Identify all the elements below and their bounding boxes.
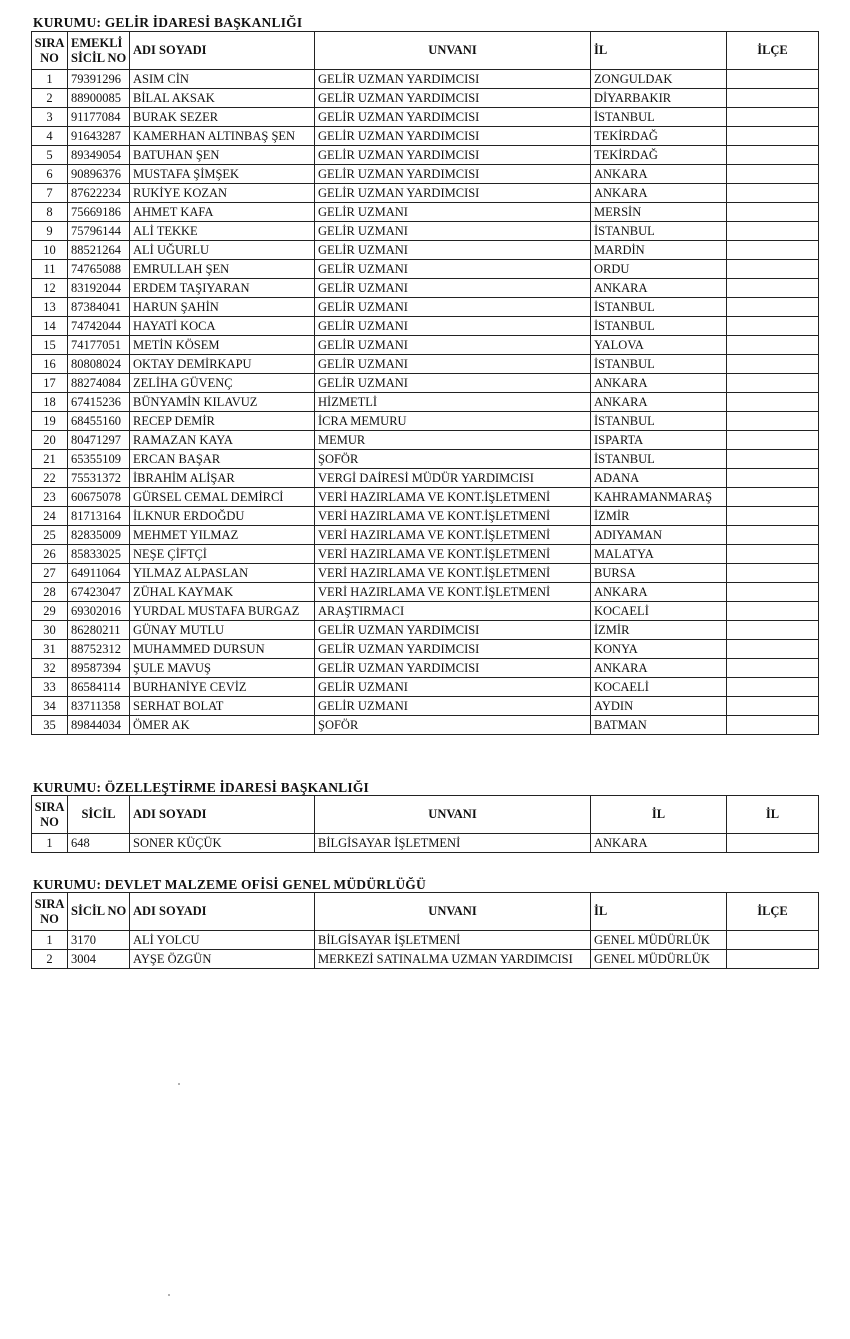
cell-province: İSTANBUL xyxy=(591,317,727,336)
cell-district xyxy=(727,222,819,241)
cell-province: YALOVA xyxy=(591,336,727,355)
header-unvani: UNVANI xyxy=(315,32,591,70)
cell-sicil-no: 88900085 xyxy=(68,89,130,108)
section-title-devlet-malzeme-ofisi: KURUMU: DEVLET MALZEME OFİSİ GENEL MÜDÜRLÜĞÜ xyxy=(33,877,426,892)
table-row xyxy=(32,469,819,488)
cell-province: ISPARTA xyxy=(591,431,727,450)
cell-row-number: 8 xyxy=(32,203,68,222)
header-sira-no: SIRA NO xyxy=(32,32,68,70)
cell-row-number: 19 xyxy=(32,412,68,431)
cell-title: GELİR UZMAN YARDIMCISI xyxy=(315,108,591,127)
cell-sicil-no: 64911064 xyxy=(68,564,130,583)
table-row xyxy=(32,298,819,317)
header-il-2: İL xyxy=(727,796,819,834)
table-row xyxy=(32,70,819,89)
cell-province: İSTANBUL xyxy=(591,298,727,317)
cell-province: ANKARA xyxy=(591,393,727,412)
cell-row-number: 21 xyxy=(32,450,68,469)
cell-title: GELİR UZMANI xyxy=(315,336,591,355)
cell-title: VERİ HAZIRLAMA VE KONT.İŞLETMENİ xyxy=(315,488,591,507)
cell-title: GELİR UZMAN YARDIMCISI xyxy=(315,165,591,184)
cell-full-name: MUHAMMED DURSUN xyxy=(130,640,315,659)
cell-title: GELİR UZMANI xyxy=(315,203,591,222)
cell-district xyxy=(727,317,819,336)
cell-province: ORDU xyxy=(591,260,727,279)
cell-full-name: ŞULE MAVUŞ xyxy=(130,659,315,678)
cell-district xyxy=(727,260,819,279)
cell-province: ANKARA xyxy=(591,659,727,678)
cell-title: ŞOFÖR xyxy=(315,450,591,469)
cell-title: GELİR UZMANI xyxy=(315,678,591,697)
cell-province: İZMİR xyxy=(591,621,727,640)
cell-province: KAHRAMANMARAŞ xyxy=(591,488,727,507)
cell-full-name: YURDAL MUSTAFA BURGAZ xyxy=(130,602,315,621)
cell-sicil-no: 648 xyxy=(68,834,130,853)
table-row xyxy=(32,165,819,184)
cell-sicil-no: 91643287 xyxy=(68,127,130,146)
cell-full-name: OKTAY DEMİRKAPU xyxy=(130,355,315,374)
cell-row-number: 17 xyxy=(32,374,68,393)
cell-row-number: 28 xyxy=(32,583,68,602)
cell-row-number: 27 xyxy=(32,564,68,583)
cell-district xyxy=(727,659,819,678)
cell-row-number: 35 xyxy=(32,716,68,735)
cell-district xyxy=(727,70,819,89)
cell-full-name: İBRAHİM ALİŞAR xyxy=(130,469,315,488)
cell-full-name: NEŞE ÇİFTÇİ xyxy=(130,545,315,564)
cell-district xyxy=(727,602,819,621)
cell-sicil-no: 68455160 xyxy=(68,412,130,431)
cell-district xyxy=(727,412,819,431)
cell-title: GELİR UZMANI xyxy=(315,222,591,241)
cell-sicil-no: 74177051 xyxy=(68,336,130,355)
cell-district xyxy=(727,834,819,853)
table-row xyxy=(32,678,819,697)
cell-title: GELİR UZMANI xyxy=(315,260,591,279)
cell-full-name: İLKNUR ERDOĞDU xyxy=(130,507,315,526)
cell-district xyxy=(727,526,819,545)
cell-title: GELİR UZMAN YARDIMCISI xyxy=(315,640,591,659)
cell-row-number: 7 xyxy=(32,184,68,203)
table-row xyxy=(32,545,819,564)
table-row xyxy=(32,393,819,412)
cell-district xyxy=(727,146,819,165)
cell-full-name: AYŞE ÖZGÜN xyxy=(130,950,315,969)
cell-title: GELİR UZMANI xyxy=(315,697,591,716)
cell-district xyxy=(727,336,819,355)
personnel-table-devlet-malzeme-ofisi xyxy=(31,892,819,969)
section-title-gelir-idaresi: KURUMU: GELİR İDARESİ BAŞKANLIĞI xyxy=(33,15,303,30)
cell-full-name: ALİ YOLCU xyxy=(130,931,315,950)
cell-sicil-no: 60675078 xyxy=(68,488,130,507)
cell-row-number: 3 xyxy=(32,108,68,127)
cell-district xyxy=(727,640,819,659)
cell-title: GELİR UZMANI xyxy=(315,279,591,298)
table-row xyxy=(32,834,819,853)
table-row xyxy=(32,317,819,336)
cell-full-name: MEHMET YILMAZ xyxy=(130,526,315,545)
cell-full-name: ALİ TEKKE xyxy=(130,222,315,241)
cell-district xyxy=(727,450,819,469)
cell-sicil-no: 86280211 xyxy=(68,621,130,640)
cell-province: MALATYA xyxy=(591,545,727,564)
cell-full-name: HARUN ŞAHİN xyxy=(130,298,315,317)
cell-province: KONYA xyxy=(591,640,727,659)
cell-district xyxy=(727,678,819,697)
table-row xyxy=(32,241,819,260)
cell-title: BİLGİSAYAR İŞLETMENİ xyxy=(315,834,591,853)
cell-row-number: 29 xyxy=(32,602,68,621)
cell-province: İSTANBUL xyxy=(591,108,727,127)
cell-title: GELİR UZMAN YARDIMCISI xyxy=(315,184,591,203)
cell-full-name: BİLAL AKSAK xyxy=(130,89,315,108)
table-row xyxy=(32,716,819,735)
header-sicil: SİCİL xyxy=(68,796,130,834)
cell-title: HİZMETLİ xyxy=(315,393,591,412)
cell-row-number: 18 xyxy=(32,393,68,412)
cell-sicil-no: 74765088 xyxy=(68,260,130,279)
cell-full-name: GÜRSEL CEMAL DEMİRCİ xyxy=(130,488,315,507)
cell-full-name: MUSTAFA ŞİMŞEK xyxy=(130,165,315,184)
cell-province: BURSA xyxy=(591,564,727,583)
cell-row-number: 14 xyxy=(32,317,68,336)
cell-full-name: BATUHAN ŞEN xyxy=(130,146,315,165)
cell-province: ADIYAMAN xyxy=(591,526,727,545)
table-row xyxy=(32,602,819,621)
cell-province: DİYARBAKIR xyxy=(591,89,727,108)
table-row xyxy=(32,488,819,507)
cell-title: ARAŞTIRMACI xyxy=(315,602,591,621)
header-ilce: İLÇE xyxy=(727,32,819,70)
personnel-table-gelir-idaresi xyxy=(31,31,819,735)
cell-title: GELİR UZMAN YARDIMCISI xyxy=(315,89,591,108)
table-row xyxy=(32,659,819,678)
cell-row-number: 6 xyxy=(32,165,68,184)
cell-province: İSTANBUL xyxy=(591,355,727,374)
cell-province: ANKARA xyxy=(591,184,727,203)
cell-full-name: ZÜHAL KAYMAK xyxy=(130,583,315,602)
cell-row-number: 32 xyxy=(32,659,68,678)
cell-title: BİLGİSAYAR İŞLETMENİ xyxy=(315,931,591,950)
table-row xyxy=(32,89,819,108)
cell-row-number: 11 xyxy=(32,260,68,279)
cell-province: ADANA xyxy=(591,469,727,488)
cell-province: MARDİN xyxy=(591,241,727,260)
cell-sicil-no: 90896376 xyxy=(68,165,130,184)
cell-full-name: RAMAZAN KAYA xyxy=(130,431,315,450)
cell-sicil-no: 88752312 xyxy=(68,640,130,659)
cell-title: VERİ HAZIRLAMA VE KONT.İŞLETMENİ xyxy=(315,583,591,602)
cell-province: GENEL MÜDÜRLÜK xyxy=(591,931,727,950)
cell-sicil-no: 69302016 xyxy=(68,602,130,621)
cell-sicil-no: 87622234 xyxy=(68,184,130,203)
table-row xyxy=(32,950,819,969)
table-row xyxy=(32,279,819,298)
scan-speck xyxy=(168,1294,170,1296)
cell-province: İSTANBUL xyxy=(591,412,727,431)
table-row xyxy=(32,203,819,222)
cell-full-name: HAYATİ KOCA xyxy=(130,317,315,336)
cell-province: KOCAELİ xyxy=(591,602,727,621)
cell-district xyxy=(727,108,819,127)
cell-full-name: ERCAN BAŞAR xyxy=(130,450,315,469)
cell-row-number: 2 xyxy=(32,950,68,969)
cell-full-name: BÜNYAMİN KILAVUZ xyxy=(130,393,315,412)
cell-sicil-no: 83711358 xyxy=(68,697,130,716)
cell-title: GELİR UZMANI xyxy=(315,241,591,260)
table-row xyxy=(32,260,819,279)
header-adi-soyadi: ADI SOYADI xyxy=(130,893,315,931)
cell-sicil-no: 85833025 xyxy=(68,545,130,564)
table-row xyxy=(32,374,819,393)
cell-title: GELİR UZMANI xyxy=(315,374,591,393)
cell-title: VERİ HAZIRLAMA VE KONT.İŞLETMENİ xyxy=(315,545,591,564)
cell-row-number: 5 xyxy=(32,146,68,165)
cell-province: İZMİR xyxy=(591,507,727,526)
cell-sicil-no: 67415236 xyxy=(68,393,130,412)
cell-district xyxy=(727,488,819,507)
cell-sicil-no: 3170 xyxy=(68,931,130,950)
cell-title: GELİR UZMAN YARDIMCISI xyxy=(315,127,591,146)
header-il: İL xyxy=(591,32,727,70)
cell-sicil-no: 87384041 xyxy=(68,298,130,317)
cell-sicil-no: 67423047 xyxy=(68,583,130,602)
cell-district xyxy=(727,89,819,108)
cell-district xyxy=(727,431,819,450)
header-sira-no: SIRA NO xyxy=(32,796,68,834)
cell-full-name: EMRULLAH ŞEN xyxy=(130,260,315,279)
cell-full-name: RECEP DEMİR xyxy=(130,412,315,431)
cell-sicil-no: 91177084 xyxy=(68,108,130,127)
table-row xyxy=(32,127,819,146)
table-row xyxy=(32,336,819,355)
cell-full-name: ERDEM TAŞIYARAN xyxy=(130,279,315,298)
cell-title: GELİR UZMAN YARDIMCISI xyxy=(315,146,591,165)
cell-sicil-no: 86584114 xyxy=(68,678,130,697)
cell-sicil-no: 89587394 xyxy=(68,659,130,678)
cell-province: ZONGULDAK xyxy=(591,70,727,89)
cell-full-name: KAMERHAN ALTINBAŞ ŞEN xyxy=(130,127,315,146)
cell-full-name: SONER KÜÇÜK xyxy=(130,834,315,853)
table-row xyxy=(32,697,819,716)
cell-district xyxy=(727,374,819,393)
cell-province: AYDIN xyxy=(591,697,727,716)
cell-district xyxy=(727,184,819,203)
cell-district xyxy=(727,393,819,412)
cell-full-name: GÜNAY MUTLU xyxy=(130,621,315,640)
table-row xyxy=(32,621,819,640)
cell-full-name: SERHAT BOLAT xyxy=(130,697,315,716)
cell-row-number: 33 xyxy=(32,678,68,697)
table-row xyxy=(32,108,819,127)
header-adi-soyadi: ADI SOYADI xyxy=(130,796,315,834)
table-row xyxy=(32,355,819,374)
cell-sicil-no: 83192044 xyxy=(68,279,130,298)
cell-row-number: 4 xyxy=(32,127,68,146)
cell-title: VERİ HAZIRLAMA VE KONT.İŞLETMENİ xyxy=(315,507,591,526)
cell-sicil-no: 88521264 xyxy=(68,241,130,260)
cell-province: KOCAELİ xyxy=(591,678,727,697)
cell-full-name: BURHANİYE CEVİZ xyxy=(130,678,315,697)
header-unvani: UNVANI xyxy=(315,893,591,931)
table-row xyxy=(32,640,819,659)
cell-district xyxy=(727,355,819,374)
header-il: İL xyxy=(591,893,727,931)
cell-full-name: ASIM CİN xyxy=(130,70,315,89)
cell-row-number: 16 xyxy=(32,355,68,374)
cell-province: BATMAN xyxy=(591,716,727,735)
cell-sicil-no: 81713164 xyxy=(68,507,130,526)
cell-sicil-no: 80471297 xyxy=(68,431,130,450)
cell-province: ANKARA xyxy=(591,374,727,393)
cell-row-number: 10 xyxy=(32,241,68,260)
section-title-ozellestirme: KURUMU: ÖZELLEŞTİRME İDARESİ BAŞKANLIĞI xyxy=(33,780,369,795)
cell-district xyxy=(727,507,819,526)
table-row xyxy=(32,507,819,526)
cell-row-number: 20 xyxy=(32,431,68,450)
cell-district xyxy=(727,545,819,564)
cell-title: İCRA MEMURU xyxy=(315,412,591,431)
table-row xyxy=(32,222,819,241)
cell-row-number: 1 xyxy=(32,834,68,853)
cell-full-name: BURAK SEZER xyxy=(130,108,315,127)
cell-full-name: YILMAZ ALPASLAN xyxy=(130,564,315,583)
cell-sicil-no: 89349054 xyxy=(68,146,130,165)
cell-province: TEKİRDAĞ xyxy=(591,127,727,146)
cell-district xyxy=(727,203,819,222)
header-sicil-no: SİCİL NO xyxy=(68,893,130,931)
cell-district xyxy=(727,697,819,716)
cell-province: ANKARA xyxy=(591,165,727,184)
cell-sicil-no: 74742044 xyxy=(68,317,130,336)
table-row xyxy=(32,146,819,165)
table-row xyxy=(32,184,819,203)
cell-row-number: 31 xyxy=(32,640,68,659)
header-emekli-sicil-no: EMEKLİ SİCİL NO xyxy=(68,32,130,70)
cell-title: MERKEZİ SATINALMA UZMAN YARDIMCISI xyxy=(315,950,591,969)
personnel-table-ozellestirme xyxy=(31,795,819,853)
cell-row-number: 24 xyxy=(32,507,68,526)
cell-row-number: 13 xyxy=(32,298,68,317)
scan-speck xyxy=(178,1083,180,1085)
cell-title: GELİR UZMAN YARDIMCISI xyxy=(315,70,591,89)
cell-sicil-no: 75669186 xyxy=(68,203,130,222)
header-il: İL xyxy=(591,796,727,834)
table-row xyxy=(32,412,819,431)
cell-full-name: RUKİYE KOZAN xyxy=(130,184,315,203)
cell-title: VERGİ DAİRESİ MÜDÜR YARDIMCISI xyxy=(315,469,591,488)
cell-sicil-no: 79391296 xyxy=(68,70,130,89)
cell-province: TEKİRDAĞ xyxy=(591,146,727,165)
cell-title: GELİR UZMANI xyxy=(315,298,591,317)
cell-full-name: ÖMER AK xyxy=(130,716,315,735)
cell-title: GELİR UZMANI xyxy=(315,355,591,374)
cell-sicil-no: 80808024 xyxy=(68,355,130,374)
cell-sicil-no: 3004 xyxy=(68,950,130,969)
cell-row-number: 25 xyxy=(32,526,68,545)
cell-province: MERSİN xyxy=(591,203,727,222)
cell-district xyxy=(727,564,819,583)
cell-district xyxy=(727,279,819,298)
cell-district xyxy=(727,165,819,184)
cell-title: GELİR UZMANI xyxy=(315,317,591,336)
header-adi-soyadi: ADI SOYADI xyxy=(130,32,315,70)
cell-row-number: 15 xyxy=(32,336,68,355)
cell-row-number: 2 xyxy=(32,89,68,108)
cell-district xyxy=(727,716,819,735)
cell-row-number: 1 xyxy=(32,70,68,89)
cell-full-name: AHMET KAFA xyxy=(130,203,315,222)
cell-province: GENEL MÜDÜRLÜK xyxy=(591,950,727,969)
cell-district xyxy=(727,583,819,602)
cell-title: MEMUR xyxy=(315,431,591,450)
cell-district xyxy=(727,298,819,317)
cell-sicil-no: 75531372 xyxy=(68,469,130,488)
cell-province: ANKARA xyxy=(591,583,727,602)
cell-row-number: 1 xyxy=(32,931,68,950)
cell-sicil-no: 65355109 xyxy=(68,450,130,469)
cell-province: İSTANBUL xyxy=(591,450,727,469)
table-row xyxy=(32,931,819,950)
cell-row-number: 12 xyxy=(32,279,68,298)
cell-province: İSTANBUL xyxy=(591,222,727,241)
cell-full-name: ALİ UĞURLU xyxy=(130,241,315,260)
cell-title: GELİR UZMAN YARDIMCISI xyxy=(315,659,591,678)
header-ilce: İLÇE xyxy=(727,893,819,931)
cell-district xyxy=(727,469,819,488)
cell-full-name: ZELİHA GÜVENÇ xyxy=(130,374,315,393)
cell-province: ANKARA xyxy=(591,834,727,853)
cell-district xyxy=(727,621,819,640)
header-sira-no: SIRA NO xyxy=(32,893,68,931)
cell-title: VERİ HAZIRLAMA VE KONT.İŞLETMENİ xyxy=(315,564,591,583)
cell-district xyxy=(727,931,819,950)
cell-sicil-no: 89844034 xyxy=(68,716,130,735)
cell-full-name: METİN KÖSEM xyxy=(130,336,315,355)
cell-title: VERİ HAZIRLAMA VE KONT.İŞLETMENİ xyxy=(315,526,591,545)
cell-district xyxy=(727,127,819,146)
table-row xyxy=(32,526,819,545)
cell-row-number: 34 xyxy=(32,697,68,716)
cell-row-number: 30 xyxy=(32,621,68,640)
cell-title: GELİR UZMAN YARDIMCISI xyxy=(315,621,591,640)
cell-province: ANKARA xyxy=(591,279,727,298)
cell-sicil-no: 82835009 xyxy=(68,526,130,545)
cell-district xyxy=(727,241,819,260)
cell-row-number: 22 xyxy=(32,469,68,488)
cell-sicil-no: 88274084 xyxy=(68,374,130,393)
header-unvani: UNVANI xyxy=(315,796,591,834)
cell-title: ŞOFÖR xyxy=(315,716,591,735)
cell-district xyxy=(727,950,819,969)
table-row xyxy=(32,564,819,583)
cell-row-number: 9 xyxy=(32,222,68,241)
table-row xyxy=(32,431,819,450)
cell-row-number: 23 xyxy=(32,488,68,507)
cell-sicil-no: 75796144 xyxy=(68,222,130,241)
table-row xyxy=(32,583,819,602)
cell-row-number: 26 xyxy=(32,545,68,564)
table-row xyxy=(32,450,819,469)
